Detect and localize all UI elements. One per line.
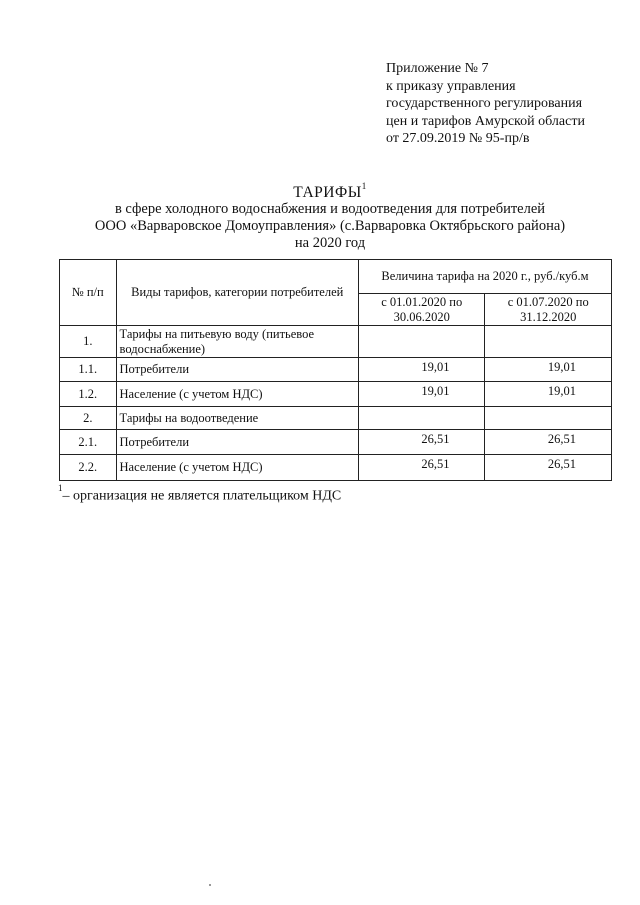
title-line-4: на 2020 год bbox=[294, 235, 366, 252]
footnote-marker: 1 bbox=[58, 483, 63, 493]
table-row bbox=[60, 407, 612, 430]
row-value-1 bbox=[358, 326, 485, 358]
row-num: 1.2. bbox=[60, 382, 117, 407]
row-value-2: 26,51 bbox=[485, 430, 612, 455]
row-value-2 bbox=[485, 407, 612, 430]
header-name: Виды тарифов, категории потребителей bbox=[116, 260, 358, 326]
appendix-line-2: к приказу управления bbox=[386, 78, 516, 94]
row-value-1: 26,51 bbox=[358, 430, 485, 455]
header-period-2: с 01.07.2020 по 31.12.2020 bbox=[485, 294, 612, 326]
row-name: Население (с учетом НДС) bbox=[116, 382, 358, 407]
tariffs-table bbox=[59, 259, 612, 481]
row-num: 2. bbox=[60, 407, 117, 430]
footnote bbox=[58, 483, 341, 505]
appendix-line-5: от 27.09.2019 № 95-пр/в bbox=[386, 131, 530, 146]
header-period-1: с 01.01.2020 по 30.06.2020 bbox=[358, 294, 485, 326]
header-value-group: Величина тарифа на 2020 г., руб./куб.м bbox=[358, 260, 611, 294]
title-line-3: ООО «Варваровское Домоуправления» (с.Варваровка Октябрьского района) bbox=[94, 218, 566, 235]
row-value-2: 19,01 bbox=[485, 358, 612, 382]
appendix-line-1: Приложение № 7 bbox=[386, 61, 489, 76]
table-header-row bbox=[60, 260, 612, 294]
row-name: Население (с учетом НДС) bbox=[116, 455, 358, 481]
row-value-1: 19,01 bbox=[358, 382, 485, 407]
row-value-1 bbox=[358, 407, 485, 430]
row-num: 1. bbox=[60, 326, 117, 358]
footnote-text: – организация не является плательщиком НДС bbox=[62, 488, 342, 504]
title-main-text: ТАРИФЫ bbox=[293, 184, 362, 202]
row-num: 2.2. bbox=[60, 455, 117, 481]
title-footnote-marker: 1 bbox=[361, 181, 367, 191]
table-row bbox=[60, 358, 612, 382]
row-name: Потребители bbox=[116, 358, 358, 382]
table-row bbox=[60, 326, 612, 358]
table-row bbox=[60, 430, 612, 455]
row-name: Тарифы на водоотведение bbox=[116, 407, 358, 430]
row-num: 1.1. bbox=[60, 358, 117, 382]
appendix-line-3: государственного регулирования bbox=[386, 96, 583, 111]
title-line-2: в сфере холодного водоснабжения и водоотведения для потребителей bbox=[114, 201, 546, 218]
document-title bbox=[0, 180, 640, 252]
row-value-2 bbox=[485, 326, 612, 358]
appendix-block bbox=[386, 60, 585, 148]
table-row bbox=[60, 382, 612, 407]
row-value-2: 19,01 bbox=[485, 382, 612, 407]
title-main bbox=[0, 180, 640, 201]
row-name: Тарифы на питьевую воду (питьевое водоснабжение) bbox=[116, 326, 358, 358]
row-value-2: 26,51 bbox=[485, 455, 612, 481]
header-num: № п/п bbox=[60, 260, 117, 326]
table-row bbox=[60, 455, 612, 481]
row-value-1: 26,51 bbox=[358, 455, 485, 481]
appendix-line-4: цен и тарифов Амурской области bbox=[386, 113, 585, 129]
scan-speck bbox=[209, 884, 211, 886]
row-name: Потребители bbox=[116, 430, 358, 455]
row-value-1: 19,01 bbox=[358, 358, 485, 382]
row-num: 2.1. bbox=[60, 430, 117, 455]
